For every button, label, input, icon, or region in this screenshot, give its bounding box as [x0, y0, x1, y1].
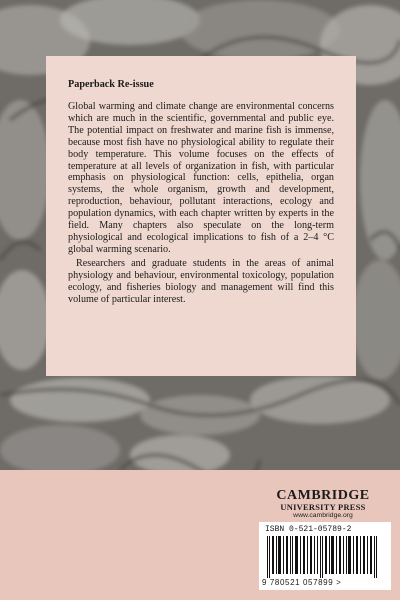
barcode-digits: 9 780521 057899 >	[262, 578, 342, 587]
blurb-paragraph: Global warming and climate change are environmental concerns which are much in the scientific, governmental and public eye. The potential impact on freshwater and marine fish is immense, because most fish have no physiological ability to regulate their body temperature. This volume focuses on the effects of temperature at all levels of organization in fish, with particular emphasis on physiological function: cells, epithelia, organ systems, the whole organism, growth and development, reproduction, behaviour, pollutant interactions, ecology and population dynamics, with each chapter written by experts in the field. Many chapters also speculate on the long-term physiological and ecological implications to fish of a 2–4 °C global warming scenario.	[68, 101, 334, 255]
publisher-name: CAMBRIDGE	[276, 488, 370, 503]
publisher-website: www.cambridge.org	[293, 512, 353, 519]
blurb-paragraph: Researchers and graduate students in the areas of animal physiology and behaviour, environmental toxicology, population ecology, and fisheries biology and management will find this volume of particular interest.	[68, 257, 334, 305]
publisher-subtitle: UNIVERSITY PRESS	[280, 503, 366, 512]
barcode-label	[259, 522, 391, 590]
blurb-panel	[46, 56, 356, 376]
publisher-block	[260, 488, 386, 520]
blurb-heading: Paperback Re-issue	[68, 79, 154, 90]
barcode-icon	[265, 536, 385, 578]
isbn-text: ISBN 0-521-05789-2	[265, 525, 352, 534]
